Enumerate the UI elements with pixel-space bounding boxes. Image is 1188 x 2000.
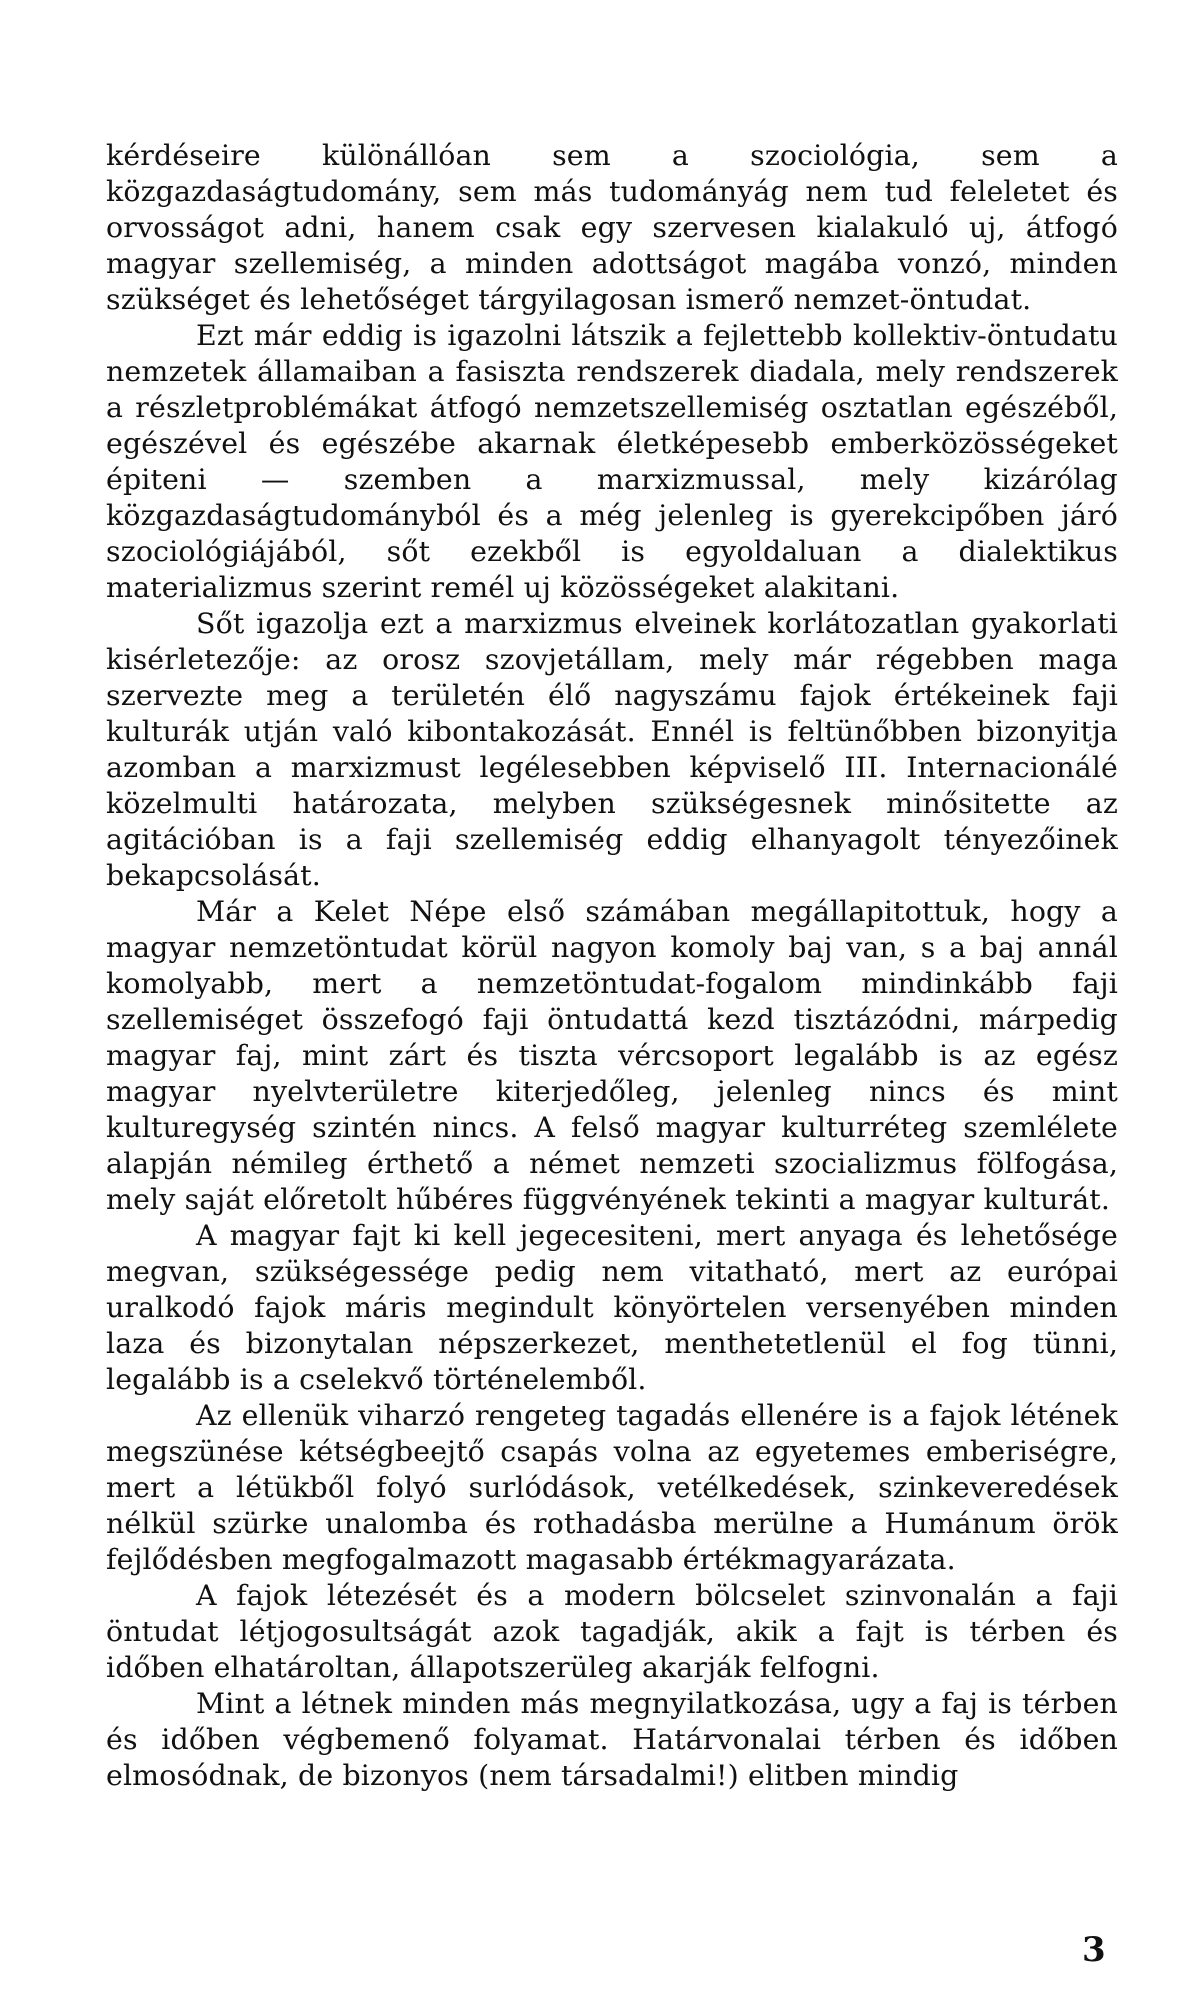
- page-number: 3: [1082, 1930, 1106, 1970]
- paragraph: A magyar fajt ki kell jegecesiteni, mert anyaga és lehetősége megvan, szükségessége pedig nem vitatható, mert az európai uralkodó fajok máris megindult könyörtelen versenyében minden laza és bizonytalan népszerkezet, menthetetlenül el fog tünni, legalább is a cselekvő történelemből.: [106, 1219, 1118, 1396]
- paragraph: Sőt igazolja ezt a marxizmus elveinek korlátozatlan gyakorlati kisérletezője: az orosz szovjetállam, mely már régebben maga szervezte meg a területén élő nagyszámu fajok értékeinek faji kulturák utján való kibontakozását. Ennél is feltünőbben bizonyitja azomban a marxizmust legélesebben képviselő III. Internacionálé közelmulti határozata, melyben szükségesnek minősitette az agitációban is a faji szellemiség eddig elhanyagolt tényezőinek bekapcsolását.: [106, 607, 1118, 892]
- paragraph-continued: kérdéseire különállóan sem a szociológia, sem a közgazdaságtudomány, sem más tudományág nem tud feleletet és orvosságot adni, hanem csak egy szervesen kialakuló uj, átfogó magyar szellemiség, a minden adottságot magába vonzó, minden szükséget és lehetőséget tárgyilagosan ismerő nemzet-öntudat.: [106, 139, 1118, 316]
- paragraph: Már a Kelet Népe első számában megállapitottuk, hogy a magyar nemzetöntudat körül nagyon komoly baj van, s a baj annál komolyabb, mert a nemzetöntudat-fogalom mindinkább faji szellemiséget összefogó faji öntudattá kezd tisztázódni, márpedig magyar faj, mint zárt és tiszta vércsoport legalább is az egész magyar nyelvterületre kiterjedőleg, jelenleg nincs és mint kulturegység szintén nincs. A felső magyar kulturréteg szemlélete alapján némileg érthető a német nemzeti szocializmus fölfogása, mely saját előretolt hűbéres függvényének tekinti a magyar kulturát.: [106, 895, 1118, 1216]
- paragraph: A fajok létezését és a modern bölcselet szinvonalán a faji öntudat létjogosultságát azok tagadják, akik a fajt is térben és időben elhatároltan, állapotszerüleg akarják felfogni.: [106, 1579, 1118, 1684]
- paragraph: Az ellenük viharzó rengeteg tagadás ellenére is a fajok létének megszünése kétségbeejtő csapás volna az egyetemes emberiségre, mert a létükből folyó surlódások, vetélkedések, szinkeveredések nélkül szürke unalomba és rothadásba merülne a Humánum örök fejlődésben megfogalmazott magasabb értékmagyarázata.: [106, 1399, 1118, 1576]
- paragraph: Mint a létnek minden más megnyilatkozása, ugy a faj is térben és időben végbemenő folyamat. Határvonalai térben és időben elmosódnak, de bizonyos (nem társadalmi!) elitben mindig: [106, 1687, 1118, 1792]
- body-text: [106, 138, 1118, 1794]
- paragraph: Ezt már eddig is igazolni látszik a fejlettebb kollektiv-öntudatu nemzetek államaiban a fasiszta rendszerek diadala, mely rendszerek a részletproblémákat átfogó nemzetszellemiség osztatlan egészéből, egészével és egészébe akarnak életképesebb emberközösségeket épiteni — szemben a marxizmussal, mely kizárólag közgazdaságtudományból és a még jelenleg is gyerekcipőben járó szociológiájából, sőt ezekből is egyoldaluan a dialektikus materializmus szerint remél uj közösségeket alakitani.: [106, 319, 1118, 604]
